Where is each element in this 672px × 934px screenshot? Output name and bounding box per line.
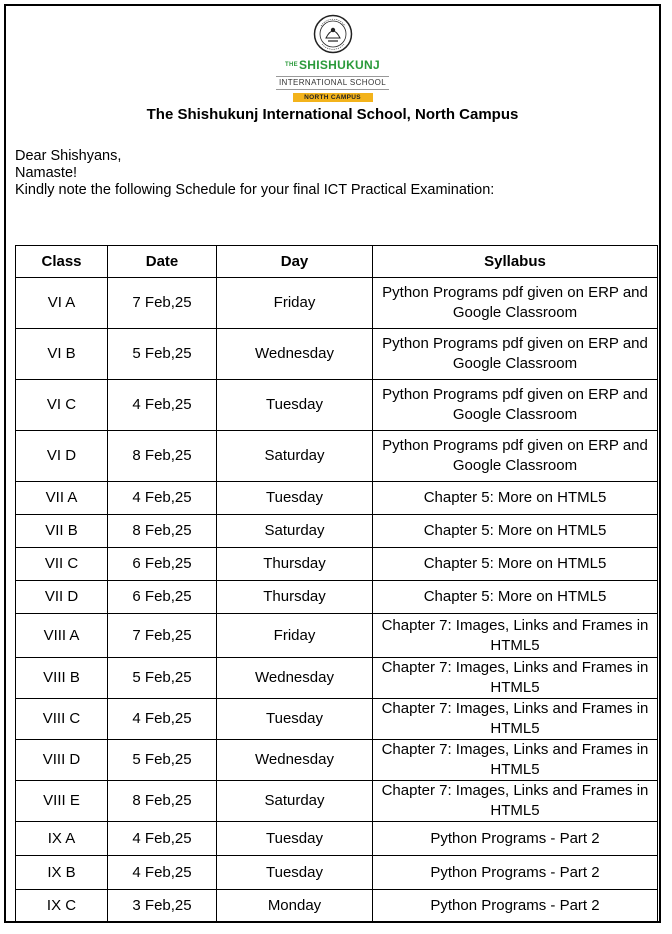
table-row xyxy=(16,329,658,380)
cell-day: Tuesday xyxy=(217,699,373,740)
table-row xyxy=(16,822,658,856)
cell-day: Thursday xyxy=(217,548,373,581)
cell-day: Wednesday xyxy=(217,658,373,699)
cell-syllabus: Python Programs - Part 2 xyxy=(373,890,658,923)
cell-day: Friday xyxy=(217,278,373,329)
cell-syllabus: Python Programs - Part 2 xyxy=(373,822,658,856)
cell-class: VII B xyxy=(16,515,108,548)
cell-day: Tuesday xyxy=(217,380,373,431)
cell-class: VI B xyxy=(16,329,108,380)
table-row xyxy=(16,781,658,822)
cell-date: 4 Feb,25 xyxy=(108,699,217,740)
cell-syllabus: Chapter 7: Images, Links and Frames in HTML5 xyxy=(373,781,658,822)
table-row xyxy=(16,699,658,740)
cell-day: Friday xyxy=(217,614,373,658)
cell-syllabus: Python Programs pdf given on ERP and Google Classroom xyxy=(373,278,658,329)
cell-day: Saturday xyxy=(217,515,373,548)
cell-class: VIII A xyxy=(16,614,108,658)
cell-date: 5 Feb,25 xyxy=(108,658,217,699)
cell-class: VII C xyxy=(16,548,108,581)
table-row xyxy=(16,431,658,482)
cell-class: IX B xyxy=(16,856,108,890)
header-class: Class xyxy=(16,246,108,278)
cell-syllabus: Chapter 7: Images, Links and Frames in HTML5 xyxy=(373,658,658,699)
table-row xyxy=(16,278,658,329)
cell-day: Tuesday xyxy=(217,822,373,856)
cell-class: IX C xyxy=(16,890,108,923)
cell-class: VII D xyxy=(16,581,108,614)
cell-class: VI C xyxy=(16,380,108,431)
cell-date: 4 Feb,25 xyxy=(108,380,217,431)
school-header xyxy=(6,14,659,124)
cell-date: 7 Feb,25 xyxy=(108,614,217,658)
cell-syllabus: Python Programs pdf given on ERP and Google Classroom xyxy=(373,329,658,380)
cell-syllabus: Chapter 5: More on HTML5 xyxy=(373,515,658,548)
cell-date: 5 Feb,25 xyxy=(108,740,217,781)
cell-day: Tuesday xyxy=(217,856,373,890)
table-row xyxy=(16,658,658,699)
brand-subtitle: INTERNATIONAL SCHOOL xyxy=(276,76,389,90)
schedule-table xyxy=(15,245,658,923)
cell-class: VIII D xyxy=(16,740,108,781)
cell-syllabus: Chapter 7: Images, Links and Frames in HTML5 xyxy=(373,699,658,740)
header-day: Day xyxy=(217,246,373,278)
cell-date: 6 Feb,25 xyxy=(108,581,217,614)
cell-class: IX A xyxy=(16,822,108,856)
cell-day: Wednesday xyxy=(217,329,373,380)
brand-campus: NORTH CAMPUS xyxy=(293,93,373,102)
cell-day: Thursday xyxy=(217,581,373,614)
cell-syllabus: Chapter 5: More on HTML5 xyxy=(373,482,658,515)
cell-date: 4 Feb,25 xyxy=(108,822,217,856)
cell-date: 4 Feb,25 xyxy=(108,482,217,515)
document-page xyxy=(4,4,661,923)
header-date: Date xyxy=(108,246,217,278)
greeting: Namaste! xyxy=(15,165,78,181)
cell-day: Monday xyxy=(217,890,373,923)
table-row xyxy=(16,581,658,614)
cell-syllabus: Python Programs pdf given on ERP and Google Classroom xyxy=(373,431,658,482)
brand-wordmark xyxy=(6,58,659,72)
cell-day: Saturday xyxy=(217,431,373,482)
cell-class: VIII E xyxy=(16,781,108,822)
cell-day: Wednesday xyxy=(217,740,373,781)
salutation: Dear Shishyans, xyxy=(15,148,122,164)
table-row xyxy=(16,548,658,581)
table-header-row xyxy=(16,246,658,278)
cell-class: VII A xyxy=(16,482,108,515)
cell-class: VI A xyxy=(16,278,108,329)
table-row xyxy=(16,614,658,658)
cell-date: 6 Feb,25 xyxy=(108,548,217,581)
cell-syllabus: Python Programs - Part 2 xyxy=(373,856,658,890)
brand-name: SHISHUKUNJ xyxy=(298,58,380,72)
cell-class: VIII C xyxy=(16,699,108,740)
cell-class: VIII B xyxy=(16,658,108,699)
table-row xyxy=(16,856,658,890)
cell-syllabus: Chapter 7: Images, Links and Frames in HTML5 xyxy=(373,614,658,658)
cell-date: 5 Feb,25 xyxy=(108,329,217,380)
cell-date: 8 Feb,25 xyxy=(108,431,217,482)
school-crest-icon xyxy=(313,14,353,54)
table-row xyxy=(16,515,658,548)
cell-syllabus: Chapter 7: Images, Links and Frames in HTML5 xyxy=(373,740,658,781)
letter-body xyxy=(15,148,494,199)
intro-text: Kindly note the following Schedule for your final ICT Practical Examination: xyxy=(15,182,495,198)
cell-day: Saturday xyxy=(217,781,373,822)
table-row xyxy=(16,482,658,515)
cell-class: VI D xyxy=(16,431,108,482)
page-title: The Shishukunj International School, North Campus xyxy=(146,106,519,123)
table-row xyxy=(16,380,658,431)
cell-day: Tuesday xyxy=(217,482,373,515)
brand-prefix: THE xyxy=(285,62,298,68)
header-syllabus: Syllabus xyxy=(373,246,658,278)
cell-date: 8 Feb,25 xyxy=(108,781,217,822)
cell-date: 4 Feb,25 xyxy=(108,856,217,890)
cell-date: 7 Feb,25 xyxy=(108,278,217,329)
cell-syllabus: Chapter 5: More on HTML5 xyxy=(373,581,658,614)
table-row xyxy=(16,740,658,781)
cell-date: 3 Feb,25 xyxy=(108,890,217,923)
cell-date: 8 Feb,25 xyxy=(108,515,217,548)
cell-syllabus: Python Programs pdf given on ERP and Google Classroom xyxy=(373,380,658,431)
table-row xyxy=(16,890,658,923)
cell-syllabus: Chapter 5: More on HTML5 xyxy=(373,548,658,581)
